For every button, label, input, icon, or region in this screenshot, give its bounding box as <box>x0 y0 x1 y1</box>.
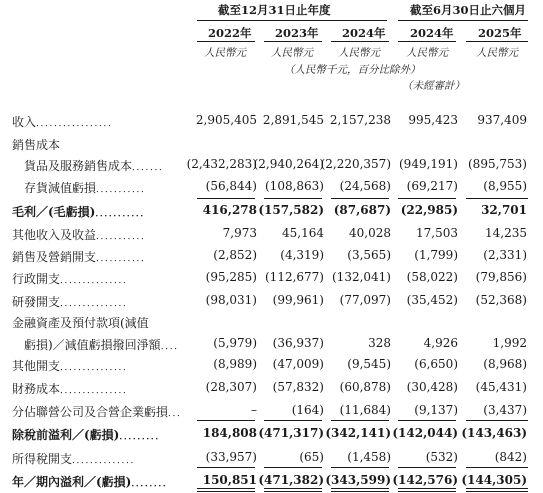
cell-value: 328 <box>368 336 391 350</box>
row-label <box>12 226 150 243</box>
total-double-rule <box>331 491 389 492</box>
cell-value: (69,217) <box>406 179 458 193</box>
cell-value: (4,319) <box>280 248 324 262</box>
year-2022: 2022年 <box>208 26 252 40</box>
row-label <box>12 293 132 310</box>
dot-leader: ．．．．．．．．．．．．．． <box>72 456 140 466</box>
dot-leader: ．．．． <box>160 342 184 352</box>
cell-value: (157,582) <box>258 203 324 217</box>
cell-value: (842) <box>494 450 527 464</box>
total-double-rule <box>264 488 322 489</box>
row-label <box>12 473 172 490</box>
row-label-text: 虧損)／減值虧損撥回淨額 <box>24 338 161 352</box>
row-label <box>24 179 150 196</box>
row-label <box>12 136 60 153</box>
row-label <box>24 157 168 174</box>
cell-value: (79,856) <box>475 270 527 284</box>
total-double-rule <box>197 491 255 492</box>
dot-leader: ．．．．．．．．． <box>119 432 165 442</box>
subtotal-rule <box>264 198 322 199</box>
subtotal-rule <box>264 420 322 421</box>
total-double-rule <box>466 491 528 492</box>
cell-value: 45,164 <box>282 226 324 240</box>
cell-value: (2,852) <box>213 248 257 262</box>
year-rule-4 <box>398 41 456 42</box>
row-label-text: 行政開支 <box>12 272 61 286</box>
cell-value: (99,961) <box>272 293 324 307</box>
row-label-text: 金融資產及預付款項(減值 <box>12 316 149 330</box>
unit-note: （人民幣千元，百分比除外） <box>284 64 421 76</box>
cell-value: (65) <box>299 450 324 464</box>
cell-value: (2,432,283) <box>186 157 257 171</box>
cell-value: (52,368) <box>475 293 527 307</box>
header-six-months-rule <box>398 20 528 21</box>
cell-value: (895,753) <box>468 157 527 171</box>
cell-value: 2,905,405 <box>195 113 257 127</box>
dot-leader: ．．．．．．．．．．．．．．． <box>60 276 133 286</box>
cell-value: 2,157,238 <box>329 113 391 127</box>
cell-value: 4,926 <box>423 336 458 350</box>
row-label <box>12 248 150 265</box>
subtotal-rule <box>331 467 389 468</box>
row-label <box>12 426 164 443</box>
cell-value: (108,863) <box>265 179 324 193</box>
dot-leader: ．．．．．．．．．．．．．．． <box>60 363 133 373</box>
dot-leader: ．．．．．．． <box>132 163 169 173</box>
subtotal-rule <box>398 467 456 468</box>
cell-value: (343,599) <box>325 473 391 487</box>
row-label <box>12 450 140 467</box>
year-rule-5 <box>466 41 528 42</box>
cell-value: (3,437) <box>483 403 527 417</box>
cell-value: (8,968) <box>483 357 527 371</box>
row-label-text: 除稅前溢利／(虧損) <box>12 428 120 442</box>
year-2024-half: 2024年 <box>410 26 454 40</box>
currency-5: 人民幣元 <box>476 47 518 59</box>
cell-value: (132,041) <box>332 270 391 284</box>
cell-value: (143,463) <box>461 426 527 440</box>
cell-value: 17,503 <box>416 226 458 240</box>
cell-value: 2,891,545 <box>262 113 324 127</box>
cell-value: (532) <box>425 450 458 464</box>
total-double-rule <box>466 488 528 489</box>
subtotal-rule <box>264 467 322 468</box>
cell-value: (5,979) <box>213 336 257 350</box>
dot-leader: ．．．．．．．．．．． <box>95 209 150 219</box>
cell-value: – <box>251 403 257 417</box>
total-double-rule <box>331 488 389 489</box>
cell-value: (471,317) <box>258 426 324 440</box>
row-label-text: 年／期內溢利／(虧損) <box>12 475 132 489</box>
cell-value: (342,141) <box>325 426 391 440</box>
subtotal-rule <box>398 420 456 421</box>
subtotal-rule <box>197 467 255 468</box>
row-label-text: 財務成本 <box>12 382 61 396</box>
cell-value: (2,331) <box>483 248 527 262</box>
subtotal-rule <box>197 420 255 421</box>
row-label-text: 研發開支 <box>12 295 61 309</box>
cell-value: (28,307) <box>205 380 257 394</box>
cell-value: 14,235 <box>485 226 527 240</box>
year-2024-full: 2024年 <box>342 26 386 40</box>
row-label-text: 毛利／(毛虧損) <box>12 205 96 219</box>
cell-value: 7,973 <box>222 226 257 240</box>
currency-2: 人民幣元 <box>271 47 313 59</box>
cell-value: (8,989) <box>213 357 257 371</box>
cell-value: (2,220,357) <box>320 157 391 171</box>
cell-value: (9,545) <box>347 357 391 371</box>
dot-leader: ．．．．．．．． <box>131 479 172 489</box>
total-double-rule <box>197 488 255 489</box>
cell-value: 32,701 <box>481 203 527 217</box>
row-label-text: 貨品及服務銷售成本 <box>24 159 133 173</box>
subtotal-rule <box>466 198 528 199</box>
dot-leader: ．．． <box>168 409 187 419</box>
cell-value: (33,957) <box>205 450 257 464</box>
total-double-rule <box>264 491 322 492</box>
cell-value: (58,022) <box>406 270 458 284</box>
cell-value: (35,452) <box>406 293 458 307</box>
row-label-text: 銷售及營銷開支 <box>12 250 97 264</box>
cell-value: (142,576) <box>392 473 458 487</box>
cell-value: (45,431) <box>475 380 527 394</box>
cell-value: (11,684) <box>339 403 391 417</box>
dot-leader: ．．．．．．．．．．． <box>96 232 151 242</box>
row-label <box>12 270 132 287</box>
cell-value: (142,044) <box>392 426 458 440</box>
dot-leader: ．．．．．．．．．．． <box>96 185 151 195</box>
cell-value: (471,382) <box>258 473 324 487</box>
row-label <box>12 380 132 397</box>
cell-value: (2,940,264) <box>253 157 324 171</box>
total-double-rule <box>398 491 456 492</box>
header-six-months: 截至6月30日止六個月 <box>410 3 527 17</box>
cell-value: 937,409 <box>477 113 527 127</box>
cell-value: (24,568) <box>339 179 391 193</box>
cell-value: (112,677) <box>265 270 324 284</box>
currency-3: 人民幣元 <box>338 47 380 59</box>
year-rule-2 <box>264 41 322 42</box>
dot-leader: ．．．．．．．．．．．．．．． <box>60 386 133 396</box>
cell-value: (22,985) <box>400 203 458 217</box>
cell-value: 995,423 <box>408 113 458 127</box>
cell-value: (9,137) <box>414 403 458 417</box>
subtotal-rule <box>466 467 528 468</box>
cell-value: (8,955) <box>483 179 527 193</box>
cell-value: (36,937) <box>272 336 324 350</box>
dot-leader: ．．．．．．．．．．． <box>96 254 151 264</box>
cell-value: (57,832) <box>272 380 324 394</box>
row-label-text: 銷售成本 <box>12 138 61 152</box>
subtotal-rule <box>197 198 255 199</box>
cell-value: 184,808 <box>202 426 257 440</box>
subtotal-rule <box>331 198 389 199</box>
cell-value: 150,851 <box>202 473 257 487</box>
cell-value: (56,844) <box>205 179 257 193</box>
cell-value: (77,097) <box>339 293 391 307</box>
header-full-year: 截至12月31日止年度 <box>218 3 331 17</box>
cell-value: (60,878) <box>339 380 391 394</box>
row-label <box>12 203 149 220</box>
unaudited-note: （未經審計） <box>402 80 465 92</box>
cell-value: (144,305) <box>461 473 527 487</box>
cell-value: (3,565) <box>347 248 391 262</box>
cell-value: (164) <box>291 403 324 417</box>
cell-value: (1,458) <box>347 450 391 464</box>
cell-value: (30,428) <box>406 380 458 394</box>
cell-value: (98,031) <box>205 293 257 307</box>
dot-leader: ．．．．．．．．．．．．．．． <box>60 299 133 309</box>
year-rule-3 <box>331 41 389 42</box>
cell-value: 1,992 <box>492 336 527 350</box>
row-label <box>12 113 117 130</box>
row-label-text: 其他開支 <box>12 359 61 373</box>
year-rule-1 <box>197 41 255 42</box>
cell-value: (6,650) <box>414 357 458 371</box>
cell-value: (1,799) <box>414 248 458 262</box>
header-full-year-rule <box>197 20 387 21</box>
currency-1: 人民幣元 <box>204 47 246 59</box>
row-label-text: 其他收入及收益 <box>12 228 97 242</box>
row-label-text: 分佔聯營公司及合營企業虧損 <box>12 405 169 419</box>
year-2023: 2023年 <box>275 26 319 40</box>
cell-value: (47,009) <box>272 357 324 371</box>
dot-leader: ．．．．．．．．．．．．．．．．． <box>36 119 118 129</box>
cell-value: (87,687) <box>333 203 391 217</box>
cell-value: (949,191) <box>399 157 458 171</box>
row-label-text: 收入 <box>12 115 37 129</box>
subtotal-rule <box>466 420 528 421</box>
row-label-text: 所得稅開支 <box>12 452 73 466</box>
cell-value: 40,028 <box>349 226 391 240</box>
subtotal-rule <box>398 198 456 199</box>
year-2025-half: 2025年 <box>478 26 522 40</box>
currency-4: 人民幣元 <box>406 47 448 59</box>
row-label-text: 存貨減值虧損 <box>24 181 97 195</box>
cell-value: 416,278 <box>202 203 257 217</box>
row-label <box>12 357 132 374</box>
row-label <box>12 314 149 331</box>
subtotal-rule <box>331 420 389 421</box>
total-double-rule <box>398 488 456 489</box>
cell-value: (95,285) <box>205 270 257 284</box>
